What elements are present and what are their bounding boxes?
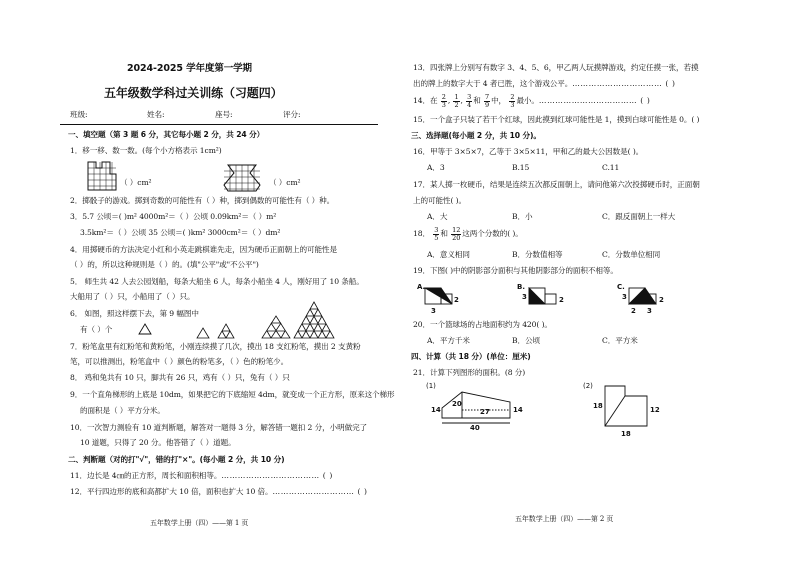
q11-statement: 11．边长是 4㎝的正方形，周长和面积相等。: [70, 471, 222, 480]
q20-text: 20．一个篮球场的占地面积约为 420( )。: [413, 320, 552, 329]
q1-answer-b: （ ）cm²: [269, 178, 301, 187]
q13-line1: 13．四张牌上分别写有数字 3、4、5、6，甲乙两人玩摸牌游戏，约定任摸一张，若摸: [413, 63, 699, 72]
q6-triangle-icon: [138, 323, 152, 335]
q18-fraction-2: [451, 227, 461, 242]
q16-text: 16．甲等于 3×5×7，乙等于 3×5×11，甲和乙的最大公因数是( )。: [413, 147, 644, 156]
q14-fraction-4: [484, 94, 490, 109]
q14-f3-den: 4: [467, 100, 472, 109]
section-4-header: 四、计算（共 18 分）(单位：厘米): [411, 352, 531, 361]
q14-line: 14．在 $\frac{2}{3}$ , $\frac{1}{2}$ , $\frac{3}{4}$ 和 $\frac{7}{9}$ 中， $\frac{2}{3}$ 最小。……………………………… ( ): [413, 92, 651, 109]
q19-label-b: B.: [517, 283, 525, 291]
q6-triangle-patterns: [196, 298, 336, 340]
fig1-index: (1): [426, 382, 436, 390]
q18-f2-num: 12: [452, 225, 461, 234]
q19-label-a: A.: [417, 283, 426, 291]
q17-option-b[interactable]: B．小: [512, 212, 533, 221]
q19-c-num-4: 2: [659, 296, 664, 304]
q18-f2-den: 20: [452, 233, 461, 242]
q7-line1: 7．粉笔盒里有红粉笔和黄粉笔，小刚连续摸了几次，摸出 18 支红粉笔，摸出 2 支黄粉: [70, 342, 361, 351]
q14-f2-num: 1: [454, 92, 459, 101]
q4-line2: （ ）的，所以这种规则是（ ）的。(填"公平"或"不公平"): [70, 260, 259, 269]
q16-option-a[interactable]: A．3: [427, 163, 445, 172]
section-2-header: 二、判断题（对的打"√"，错的打"×"。(每小题 2 分，共 10 分): [68, 455, 285, 464]
q12-leader: ………………………… ( ): [272, 487, 368, 496]
q21-figure-1: [422, 380, 532, 430]
q14-post: 中，: [491, 96, 507, 105]
q16-option-c[interactable]: C.11: [602, 163, 620, 172]
q3-line2: 3.5km²＝（ ）公顷 35 公顷＝( )km² 3000cm²＝（ ）dm²: [80, 228, 281, 237]
q19-c-num-2: 2: [631, 307, 636, 315]
q1-answer-a: （ ）cm²: [120, 178, 152, 187]
q5-line2: 大船用了（ ）只，小船用了（ ）只。: [70, 292, 195, 301]
q8-text: 8． 鸡和兔共有 10 只，脚共有 26 只，鸡有（ ）只，兔有（ ）只: [70, 373, 290, 382]
q18-f1-den: 5: [434, 233, 439, 242]
q19-b-num-2: 2: [559, 296, 564, 304]
q17-line1: 17．某人掷一枚硬币，结果是连续五次都反面朝上，请问他第六次投掷硬币时，正面朝: [413, 180, 700, 189]
q14-f2-den: 2: [454, 100, 459, 109]
q9-line1: 9．一个直角梯形的上底是 10dm，如果把它的下底缩短 4dm，就变成一个正方形，原来这个梯形: [70, 390, 395, 399]
q17-line2: 上的可能性( )。: [413, 196, 467, 205]
q21-text: 21．计算下列图形的面积。(8 分): [413, 368, 526, 377]
q14-f4-den: 9: [485, 100, 490, 109]
q12-text: [70, 487, 368, 497]
q7-line2: 笔，可以推测出，粉笔盒中（ ）颜色的粉笔多，（ ）色的粉笔少。: [70, 357, 289, 366]
q19-figures: [417, 280, 737, 316]
q18-line: [413, 226, 523, 242]
q14-f4-num: 7: [485, 92, 490, 101]
fig1-num-3: 27: [480, 408, 490, 416]
q10-line2: 10 道题，只得了 20 分。他答错了（ ）道题。: [80, 438, 236, 447]
q19-c-num-1: 3: [622, 293, 627, 301]
q4-line1: 4．用掷硬币的方法决定小红和小英走跳棋谁先走，因为硬币正面朝上的可能性是: [70, 245, 338, 254]
q14-fraction-1: [441, 94, 447, 109]
page-title: 五年级数学科过关训练（习题四）: [104, 86, 283, 100]
header-divider: [60, 124, 378, 125]
q18-option-a[interactable]: A．意义相同: [427, 250, 470, 259]
q3-line1: 3．5.7 公顷＝( )m² 4000m²＝（ ）公顷 0.09km²＝（ ）m²: [70, 212, 277, 221]
q18-prefix: 18．: [413, 229, 430, 238]
fig2-num-3: 18: [621, 430, 631, 438]
q11-text: [70, 471, 333, 481]
q14-tail: 最小。: [516, 96, 539, 105]
q1-text: 1．移一移、数一数。(每个小方格表示 1cm²): [70, 146, 222, 155]
q14-f1-den: 3: [441, 100, 446, 109]
q14-leader: ……………………………… ( ): [538, 96, 651, 105]
q1-grid-figure-b: [222, 163, 262, 193]
fig1-num-1: 14: [431, 406, 441, 414]
fig1-num-5: 40: [470, 424, 480, 430]
q18-option-b[interactable]: B．分数值相等: [512, 250, 563, 259]
q2-text: 2．掷骰子的游戏。掷到奇数的可能性有（ ）种，掷到偶数的可能性有（ ）种。: [70, 196, 335, 205]
q11-leader: ……………………………… ( ): [221, 471, 333, 480]
fig2-num-1: 18: [593, 402, 603, 410]
fig1-num-4: 14: [513, 406, 523, 414]
q15-text: 15．一个盒子只装了若干个红球，因此摸到红球可能性是 1，摸到白球可能性是 0。( ): [413, 115, 700, 124]
q20-option-c[interactable]: C．平方米: [602, 336, 638, 345]
fig2-num-2: 12: [650, 406, 660, 414]
field-class: 班级:: [70, 110, 88, 119]
q19-text: 19．下图( )中的阴影部分面积与其他阴影部分的面积不相等。: [413, 266, 618, 275]
q13-line2: [413, 79, 676, 89]
q19-c-num-3: 3: [647, 307, 652, 315]
q14-fraction-2: [453, 94, 459, 109]
q16-option-b[interactable]: B.15: [512, 163, 530, 172]
footer-left: 五年数学上册（四）——第 1 页: [150, 519, 249, 527]
section-3-header: 三、选择题(每小题 2 分，共 10 分)。: [411, 131, 541, 140]
q18-post: 这两个分数的( )。: [462, 229, 523, 238]
fig1-num-2: 20: [452, 400, 462, 408]
q14-f1-num: 2: [441, 92, 446, 101]
q6-line1: 6． 如图，照这样摆下去，第 9 幅图中: [70, 309, 199, 318]
q1-grid-figure-a: [86, 160, 118, 192]
q17-option-a[interactable]: A．大: [427, 212, 448, 221]
fig2-index: (2): [583, 382, 593, 390]
q14-f5-num: 2: [510, 92, 515, 101]
q14-fraction-5: [509, 94, 515, 109]
q17-option-c[interactable]: C．跟反面朝上一样大: [602, 212, 676, 221]
year-line: 2024-2025 学年度第一学期: [127, 63, 252, 74]
q14-f3-num: 3: [467, 92, 472, 101]
q14-f5-den: 3: [510, 100, 515, 109]
q19-a-num-1: 3: [431, 307, 436, 315]
q20-option-b[interactable]: B．公顷: [512, 336, 540, 345]
q10-line1: 10．一次智力测验有 10 道判断题，解答对一题得 3 分，解答错一题扣 2 分，小明做完了: [70, 423, 368, 432]
q19-label-c: C.: [617, 283, 625, 291]
q12-statement: 12．平行四边形的底和高都扩大 10 倍，面积也扩大 10 倍。: [70, 487, 273, 496]
q14-prefix: 14．在: [413, 96, 438, 105]
q18-fraction-1: [433, 227, 439, 242]
q13-leader: …………………………… ( ): [572, 79, 676, 88]
field-score: 评分:: [283, 110, 301, 119]
field-seat: 座号:: [215, 110, 233, 119]
section-1-header: 一、填空题（第 3 题 6 分，其它每小题 2 分，共 24 分）: [68, 130, 265, 139]
footer-right: 五年数学上册（四）——第 2 页: [515, 515, 614, 523]
q18-f1-num: 3: [434, 225, 439, 234]
q18-and: 和: [440, 229, 448, 238]
q18-option-c[interactable]: C．分数单位相同: [602, 250, 661, 259]
q20-option-a[interactable]: A．平方千米: [427, 336, 470, 345]
q9-line2: 的面积是（ ）平方分米。: [80, 406, 165, 415]
q6-line2: 有（ ）个: [80, 325, 113, 334]
q19-a-num-2: 2: [454, 296, 459, 304]
q5-line1: 5． 师生共 42 人去公园划船，每条大船坐 6 人，每条小船坐 4 人，刚好用了 10 条船。: [70, 277, 364, 286]
q14-fraction-3: [466, 94, 472, 109]
q19-b-num-1: 3: [522, 293, 527, 301]
page-right: [397, 0, 794, 561]
field-name: 姓名:: [147, 110, 165, 119]
q21-figure-2: [577, 380, 687, 440]
q13-statement: 出的牌上的数字大于 4 者已胜，这个游戏公平。: [413, 79, 573, 88]
